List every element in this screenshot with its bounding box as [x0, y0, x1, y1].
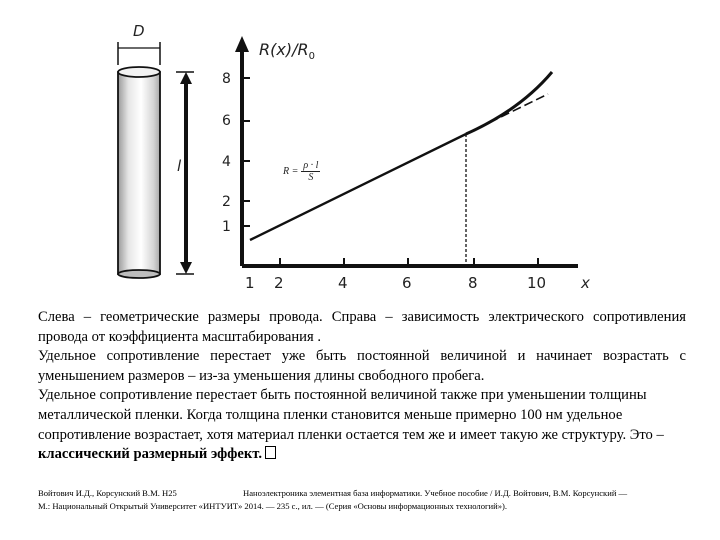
y-tick-label: 8 — [222, 71, 231, 87]
footer-book-title: Наноэлектроника элементная база информатики. Учебное пособие / И.Д. Войтович, В.М. Корсунский — — [243, 488, 628, 498]
body-text — [38, 308, 686, 465]
paragraph-figure-caption: Слева – геометрические размеры провода. Справа – зависимость электрического сопротивления провода от коэффициента масштабирования . — [38, 309, 686, 345]
diameter-dimension — [118, 42, 160, 65]
x-tick-label: 8 — [468, 274, 478, 292]
y-tick-label: 1 — [222, 219, 231, 235]
resistance-formula — [283, 160, 320, 183]
formula-denominator: S — [308, 172, 314, 183]
length-label: l — [177, 157, 182, 175]
chart-axes — [235, 36, 578, 266]
y-axis-title-main: R(x)/R — [259, 40, 309, 59]
x-tick-label: 1 — [245, 274, 255, 292]
bibliography-footer — [38, 487, 688, 513]
x-tick-label: 2 — [274, 274, 284, 292]
y-tick-label: 2 — [222, 194, 231, 210]
x-tick-label: 6 — [402, 274, 412, 292]
formula-fraction — [301, 160, 320, 183]
footer-publisher: М.: Национальный Открытый Университет «ИНТУИТ» 2014. — 235 с., ил. — (Серия «Основы информационных технологий»). — [38, 501, 508, 511]
end-mark-icon — [265, 446, 276, 459]
diameter-label: D — [133, 22, 145, 40]
y-tick-label: 6 — [222, 113, 231, 129]
formula-lhs: R = — [283, 166, 299, 177]
y-axis-title — [259, 42, 315, 62]
formula-numerator: ρ · l — [303, 160, 319, 171]
x-axis-label: x — [581, 274, 590, 292]
linear-resistance-line — [250, 134, 466, 240]
size-effect-curve — [466, 72, 552, 134]
y-tick-label: 4 — [222, 154, 231, 170]
y-axis-title-sub: 0 — [308, 51, 315, 63]
footer-citation: Войтович И.Д., Корсунский В.М. Н25 — [38, 488, 177, 498]
wire-cylinder — [118, 67, 160, 278]
size-effect-term: классический размерный эффект. — [38, 446, 262, 463]
x-tick-label: 4 — [338, 274, 348, 292]
paragraph-thin-film-text: Удельное сопротивление перестает быть постоянной величиной также при уменьшении толщины металлической пленки. Когда толщина пленки становится меньше примерно 100 нм удельное сопротивление возрастает, хотя материал пленки остается тем же и имеет такую же структуру. Это – — [38, 387, 664, 443]
linear-extrapolation — [466, 94, 548, 134]
paragraph-mean-free-path: Удельное сопротивление перестает уже быть постоянной величиной и начинает возрастать с уменьшением размеров – из-за уменьшения длины свободного пробега. — [38, 348, 686, 384]
x-tick-label: 10 — [527, 274, 547, 292]
paragraph-thin-film — [38, 386, 686, 464]
